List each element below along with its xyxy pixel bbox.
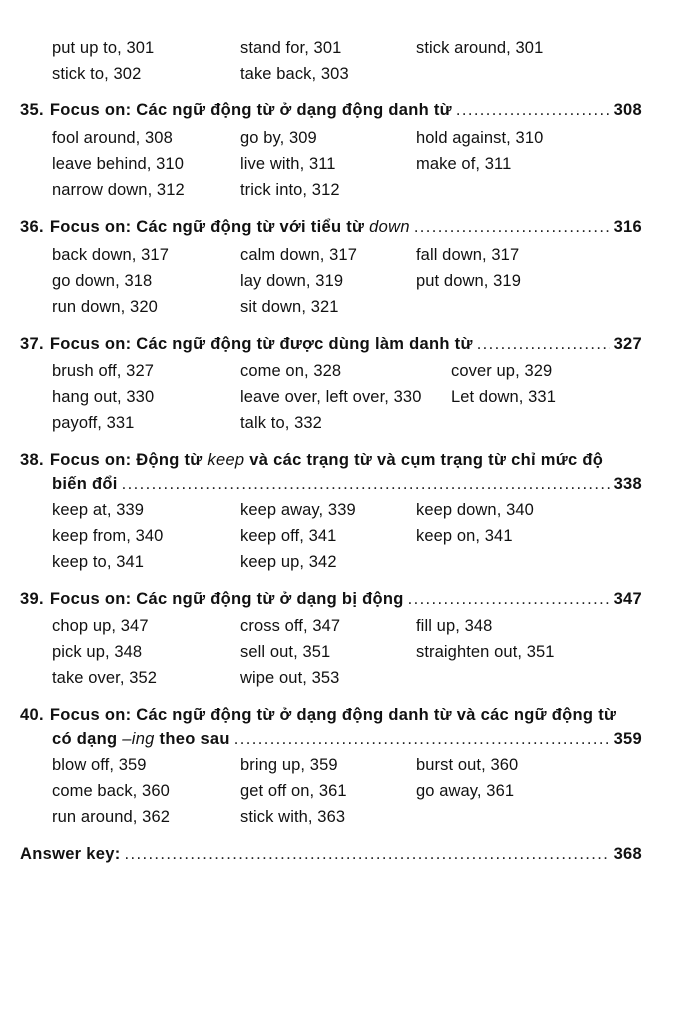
section-heading [20,332,642,356]
entry-row [52,295,632,319]
entry: go away, 361 [416,782,515,800]
section-number: 35. [20,101,44,119]
entry-row [52,385,632,409]
entry-row [52,36,632,60]
answer-key-heading [20,842,642,866]
entry-row [52,178,632,202]
section-heading [20,215,642,239]
section-title-text: có dạng [52,730,123,748]
entry: fall down, 317 [416,246,520,264]
section-title-line2 [52,727,230,751]
entry-row [52,640,632,664]
entry: back down, 317 [52,246,169,264]
answer-key-page: 368 [613,845,642,863]
entry: keep away, 339 [240,501,356,519]
entry: brush off, 327 [52,362,155,380]
entry: straighten out, 351 [416,643,555,661]
section-page: 359 [613,730,642,748]
section-title: Focus on: Các ngữ động từ được dùng làm danh từ [49,335,473,353]
dot-leader [122,472,610,496]
entry: chop up, 347 [52,617,149,635]
entry-row [52,62,632,86]
dot-leader [414,215,610,239]
section-title [50,215,410,239]
entry: get off on, 361 [240,782,347,800]
section-heading [20,98,642,122]
section-page: 347 [613,590,642,608]
entry-row [52,524,632,548]
section-title [50,448,603,472]
answer-key-label: Answer key: [20,845,121,863]
entry: lay down, 319 [240,272,344,290]
entry: wipe out, 353 [240,669,340,687]
section-page: 316 [613,218,642,236]
entry: narrow down, 312 [52,181,185,199]
entry: keep to, 341 [52,553,145,571]
entry: keep from, 340 [52,527,164,545]
section-title: Focus on: Các ngữ động từ ở dạng bị động [49,590,404,608]
entry-row [52,126,632,150]
entry-row [52,152,632,176]
entry: stick to, 302 [52,65,142,83]
entry: fill up, 348 [416,617,493,635]
entry-row [52,805,632,829]
entry: stick with, 363 [240,808,346,826]
entry: go by, 309 [240,129,317,147]
section-title-emphasis: keep [207,451,245,469]
section-page: 327 [613,335,642,353]
section-title-text: theo sau [154,730,230,748]
entry: keep on, 341 [416,527,513,545]
section-heading [20,587,642,611]
entry: calm down, 317 [240,246,357,264]
entry-row [52,779,632,803]
entry: bring up, 359 [240,756,338,774]
entry-row [52,614,632,638]
entry: keep down, 340 [416,501,534,519]
section-title-text: Focus on: Các ngữ động từ với tiểu từ [49,218,370,236]
dot-leader [234,727,610,751]
section-number: 39. [20,590,44,608]
entry: stick around, 301 [416,39,544,57]
entry: talk to, 332 [240,414,322,432]
section-title-text: và các trạng từ và cụm trạng từ chỉ mức độ [244,451,604,469]
entry: keep up, 342 [240,553,337,571]
section-page: 308 [613,101,642,119]
entry-row [52,359,632,383]
entry: put up to, 301 [52,39,155,57]
entry: cross off, 347 [240,617,341,635]
entry: go down, 318 [52,272,153,290]
entry: cover up, 329 [451,362,553,380]
section-heading-continuation [52,472,642,496]
section-number: 37. [20,335,44,353]
entry: payoff, 331 [52,414,135,432]
dot-leader [125,842,610,866]
entry: trick into, 312 [240,181,340,199]
entry: burst out, 360 [416,756,519,774]
entry-row [52,550,632,574]
section-title-emphasis: –ing [122,730,155,748]
entry-row [52,498,632,522]
entry: keep off, 341 [240,527,337,545]
entry-row [52,269,632,293]
entry: hold against, 310 [416,129,544,147]
entry: live with, 311 [240,155,336,173]
entry-row [52,411,632,435]
entry: leave behind, 310 [52,155,184,173]
entry: keep at, 339 [52,501,145,519]
entry: blow off, 359 [52,756,147,774]
entry: pick up, 348 [52,643,143,661]
section-title-text: Focus on: Động từ [49,451,208,469]
entry: make of, 311 [416,155,512,173]
dot-leader [477,332,610,356]
section-heading [20,448,642,472]
entry: come back, 360 [52,782,170,800]
entry: take back, 303 [240,65,349,83]
entry: Let down, 331 [451,388,556,406]
entry: take over, 352 [52,669,158,687]
section-number: 40. [20,706,44,724]
entry-row [52,666,632,690]
entry-row [52,753,632,777]
entry: leave over, left over, 330 [240,388,422,406]
section-number: 38. [20,451,44,469]
entry: put down, 319 [416,272,521,290]
entry: sell out, 351 [240,643,331,661]
section-heading-continuation [52,727,642,751]
entry: run down, 320 [52,298,158,316]
entry: hang out, 330 [52,388,155,406]
entry: come on, 328 [240,362,342,380]
dot-leader [408,587,610,611]
section-heading [20,703,642,727]
entry: stand for, 301 [240,39,342,57]
section-title: Focus on: Các ngữ động từ ở dạng động danh từ và các ngữ động từ [49,706,617,724]
section-number: 36. [20,218,44,236]
entry-row [52,243,632,267]
section-page: 338 [613,475,642,493]
entry: fool around, 308 [52,129,173,147]
dot-leader [456,98,610,122]
entry: sit down, 321 [240,298,339,316]
section-title-emphasis: down [369,218,410,236]
entry: run around, 362 [52,808,171,826]
section-title: Focus on: Các ngữ động từ ở dạng động danh từ [49,101,452,119]
section-title-line2: biến đổi [52,475,118,493]
